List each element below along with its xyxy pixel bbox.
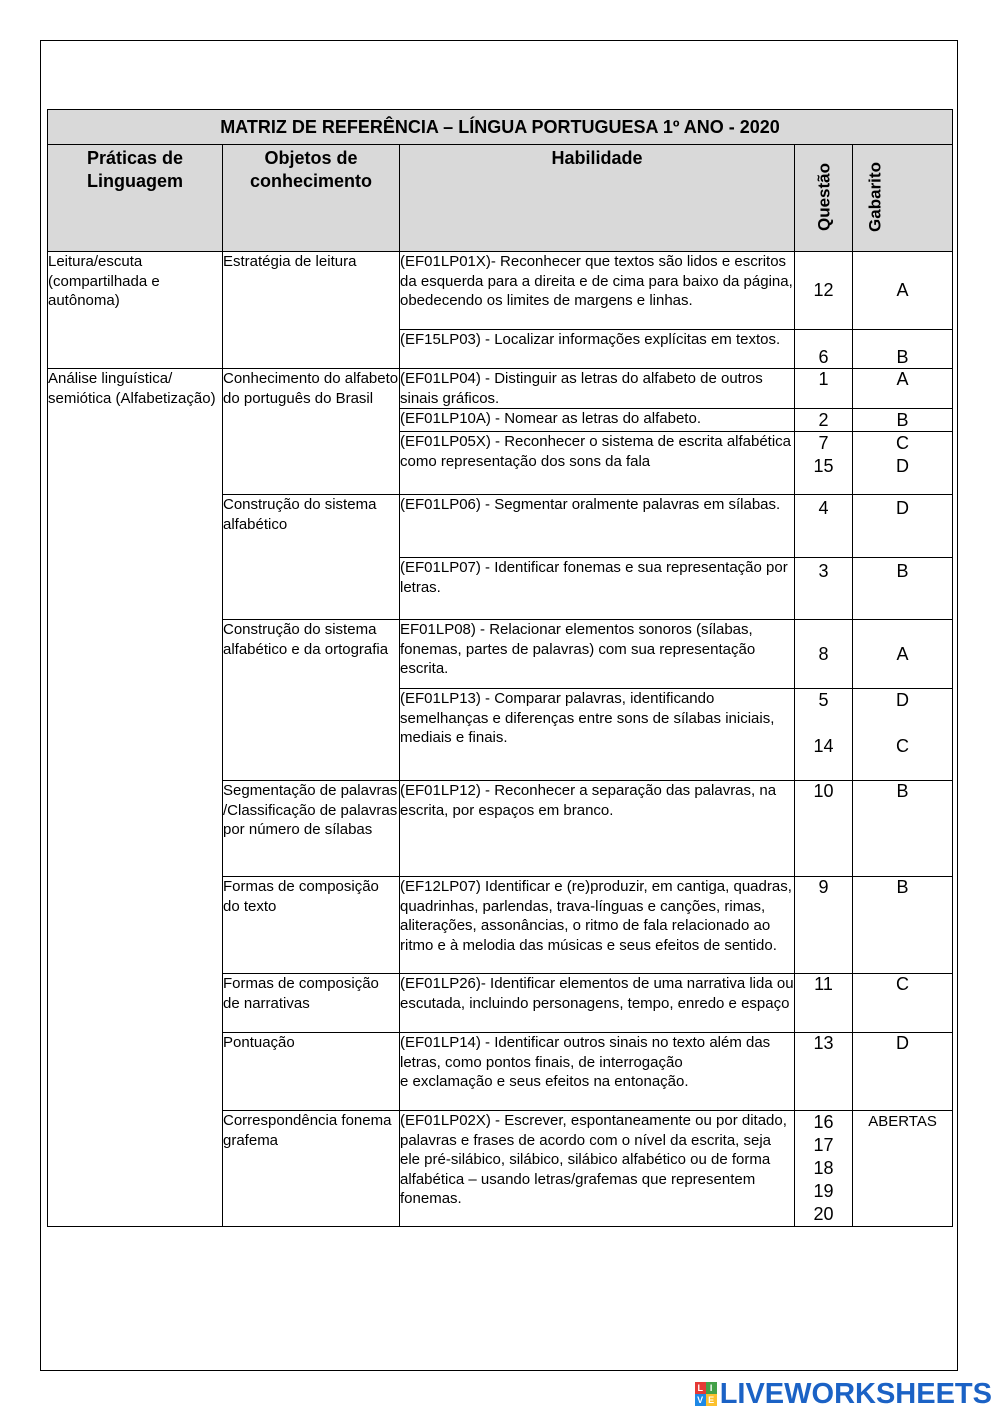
objeto-segmentacao: Segmentação de palavras /Classificação de palavras por número de sílabas bbox=[223, 781, 400, 877]
gabarito-cell: B bbox=[853, 409, 953, 432]
gabarito-cell bbox=[853, 432, 953, 495]
table-row bbox=[48, 252, 953, 330]
header-objetos: Objetos de conhecimento bbox=[223, 145, 400, 252]
questao-value: 18 bbox=[813, 1158, 834, 1178]
gabarito-value: D bbox=[896, 456, 909, 476]
habilidade-ef01lp26: (EF01LP26)- Identificar elementos de uma narrativa lida ou escutada, incluindo personagens, tempo, enredo e espaço bbox=[400, 974, 795, 1033]
objeto-sistema: Construção do sistema alfabético bbox=[223, 495, 400, 620]
questao-cell bbox=[795, 432, 853, 495]
header-gabarito-label: Gabarito bbox=[865, 162, 884, 232]
logo-text: LIVEWORKSHEETS bbox=[719, 1377, 992, 1410]
habilidade-text: (EF01LP14) - Identificar outros sinais no texto além das letras, como pontos finais, de interrogação bbox=[400, 1034, 771, 1071]
habilidade-ef12lp07: (EF12LP07) Identificar e (re)produzir, em cantiga, quadras, quadrinhas, parlendas, trava-línguas e canções, rimas, aliterações, assonâncias, o ritmo de fala relacionado ao ritmo e à melodia das músicas e seus efeitos de sentido. bbox=[400, 877, 795, 974]
questao-value: 15 bbox=[813, 456, 834, 476]
objeto-formas-texto: Formas de composição do texto bbox=[223, 877, 400, 974]
gabarito-cell bbox=[853, 689, 953, 781]
pratica-leitura: Leitura/escuta (compartilhada e autônoma) bbox=[48, 252, 223, 369]
questao-value: 19 bbox=[813, 1181, 834, 1201]
questao-cell: 8 bbox=[795, 620, 853, 689]
questao-cell bbox=[795, 689, 853, 781]
gabarito-value: C bbox=[896, 433, 909, 453]
questao-value: 7 bbox=[818, 433, 829, 453]
habilidade-ef01lp07: (EF01LP07) - Identificar fonemas e sua representação por letras. bbox=[400, 558, 795, 620]
gabarito-cell: B bbox=[853, 558, 953, 620]
logo-mark-icon bbox=[695, 1382, 717, 1406]
gabarito-cell: D bbox=[853, 1033, 953, 1111]
questao-cell: 13 bbox=[795, 1033, 853, 1111]
objeto-correspondencia: Correspondência fonema grafema bbox=[223, 1111, 400, 1227]
objeto-pontuacao: Pontuação bbox=[223, 1033, 400, 1111]
gabarito-cell: D bbox=[853, 495, 953, 558]
gabarito-cell: B bbox=[853, 877, 953, 974]
questao-cell: 9 bbox=[795, 877, 853, 974]
habilidade-ef01lp10a: (EF01LP10A) - Nomear as letras do alfabeto. bbox=[400, 409, 795, 432]
questao-value: 17 bbox=[813, 1135, 834, 1155]
habilidade-ef01lp12: (EF01LP12) - Reconhecer a separação das palavras, na escrita, por espaços em branco. bbox=[400, 781, 795, 877]
habilidade-ef01lp04: (EF01LP04) - Distinguir as letras do alfabeto de outros sinais gráficos. bbox=[400, 369, 795, 409]
questao-cell: 2 bbox=[795, 409, 853, 432]
habilidade-ef01lp06: (EF01LP06) - Segmentar oralmente palavras em sílabas. bbox=[400, 495, 795, 558]
logo-letter: I bbox=[706, 1382, 717, 1394]
habilidade-ef01lp01x: (EF01LP01X)- Reconhecer que textos são lidos e escritos da esquerda para a direita e de cima para baixo da página, obedecendo os limites de margens e linhas. bbox=[400, 252, 795, 330]
header-habilidade: Habilidade bbox=[400, 145, 795, 252]
gabarito-cell: ABERTAS bbox=[853, 1111, 953, 1227]
objeto-estrategia: Estratégia de leitura bbox=[223, 252, 400, 369]
habilidade-ef01lp02x: (EF01LP02X) - Escrever, espontaneamente ou por ditado, palavras e frases de acordo com o nível da escrita, seja ele pré-silábico, silábico, silábico alfabético ou de forma alfabética – usando letras/grafemas que representem fonemas. bbox=[400, 1111, 795, 1227]
questao-cell: 12 bbox=[795, 252, 853, 330]
questao-value: 5 bbox=[818, 690, 829, 710]
habilidade-ef01lp05x: (EF01LP05X) - Reconhecer o sistema de escrita alfabética como representação dos sons da fala bbox=[400, 432, 795, 495]
questao-value: 14 bbox=[813, 736, 834, 756]
gabarito-cell: A bbox=[853, 369, 953, 409]
table-title: MATRIZ DE REFERÊNCIA – LÍNGUA PORTUGUESA 1º ANO - 2020 bbox=[48, 110, 953, 145]
gabarito-cell: B bbox=[853, 330, 953, 369]
gabarito-value: D bbox=[896, 690, 909, 710]
gabarito-cell: B bbox=[853, 781, 953, 877]
header-gabarito bbox=[853, 145, 953, 252]
questao-value: 20 bbox=[813, 1204, 834, 1224]
questao-cell: 11 bbox=[795, 974, 853, 1033]
objeto-ortografia: Construção do sistema alfabético e da ortografia bbox=[223, 620, 400, 781]
logo-letter: E bbox=[706, 1394, 717, 1406]
gabarito-value: C bbox=[896, 736, 909, 756]
table-row bbox=[48, 369, 953, 409]
questao-value: 16 bbox=[813, 1112, 834, 1132]
objeto-formas-narrativas: Formas de composição de narrativas bbox=[223, 974, 400, 1033]
gabarito-cell: A bbox=[853, 620, 953, 689]
header-row bbox=[48, 145, 953, 252]
questao-cell bbox=[795, 1111, 853, 1227]
habilidade-ef01lp14 bbox=[400, 1033, 795, 1111]
questao-cell: 6 bbox=[795, 330, 853, 369]
gabarito-cell: A bbox=[853, 252, 953, 330]
questao-cell: 4 bbox=[795, 495, 853, 558]
habilidade-ef01lp13: (EF01LP13) - Comparar palavras, identificando semelhanças e diferenças entre sons de sílabas iniciais, mediais e finais. bbox=[400, 689, 795, 781]
logo-letter: V bbox=[695, 1394, 706, 1406]
logo-letter: L bbox=[695, 1382, 706, 1394]
habilidade-ef15lp03: (EF15LP03) - Localizar informações explícitas em textos. bbox=[400, 330, 795, 369]
gabarito-cell: C bbox=[853, 974, 953, 1033]
habilidade-ef01lp08: EF01LP08) - Relacionar elementos sonoros (sílabas, fonemas, partes de palavras) com sua representação escrita. bbox=[400, 620, 795, 689]
header-praticas: Práticas de Linguagem bbox=[48, 145, 223, 252]
objeto-alfabeto: Conhecimento do alfabeto do português do Brasil bbox=[223, 369, 400, 495]
questao-cell: 10 bbox=[795, 781, 853, 877]
liveworksheets-logo bbox=[695, 1378, 992, 1410]
reference-matrix-table bbox=[47, 109, 953, 1227]
questao-cell: 3 bbox=[795, 558, 853, 620]
habilidade-text: e exclamação e seus efeitos na entonação. bbox=[400, 1073, 689, 1090]
pratica-analise: Análise linguística/ semiótica (Alfabetização) bbox=[48, 369, 223, 1227]
questao-cell: 1 bbox=[795, 369, 853, 409]
header-questao-label: Questão bbox=[814, 162, 833, 232]
